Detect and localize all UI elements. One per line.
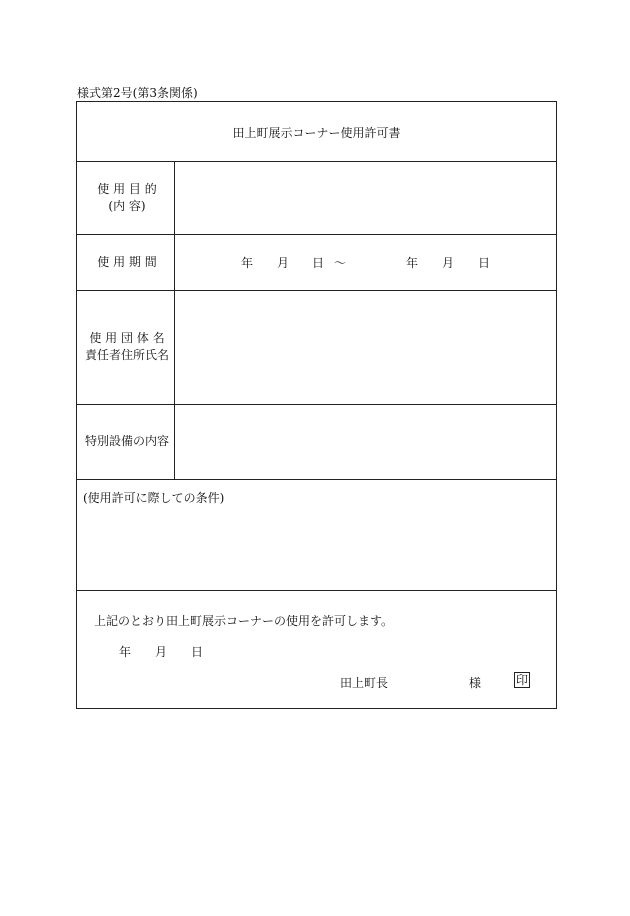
approval-year-label: 年	[119, 645, 132, 659]
divider	[77, 590, 556, 591]
divider	[77, 479, 556, 480]
end-month-label: 月	[442, 256, 455, 270]
label-column-divider	[174, 161, 175, 480]
group-label-line2: 責任者住所氏名	[84, 348, 169, 362]
purpose-label-line2: (内 容)	[108, 199, 146, 213]
start-year-label: 年	[241, 256, 254, 270]
start-day-label: 日	[312, 256, 325, 270]
period-tilde: 〜	[334, 256, 347, 270]
approval-day-label: 日	[191, 645, 204, 659]
seal-text: 印	[516, 673, 529, 687]
form-title: 田上町展示コーナー使用許可書	[232, 126, 401, 140]
end-day-label: 日	[478, 256, 491, 270]
approval-month-label: 月	[155, 645, 168, 659]
form-number: 様式第2号(第3条関係)	[77, 86, 198, 100]
equipment-label: 特別設備の内容	[84, 434, 169, 448]
purpose-label-line1: 使 用 目 的	[97, 182, 157, 196]
seal-mark	[514, 672, 530, 688]
divider	[77, 404, 556, 405]
divider	[77, 161, 556, 162]
signer-title: 田上町長	[340, 676, 389, 690]
start-month-label: 月	[277, 256, 290, 270]
group-label	[83, 330, 171, 364]
divider	[77, 290, 556, 291]
divider	[77, 234, 556, 235]
end-year-label: 年	[406, 256, 419, 270]
period-label: 使 用 期 間	[97, 255, 157, 269]
group-label-line1: 使 用 団 体 名	[89, 331, 165, 345]
purpose-label	[83, 181, 171, 215]
permit-form	[76, 101, 557, 709]
honorific: 様	[469, 676, 482, 690]
approval-statement: 上記のとおり田上町展示コーナーの使用を許可します。	[94, 614, 394, 628]
conditions-label: (使用許可に際しての条件)	[83, 491, 225, 505]
